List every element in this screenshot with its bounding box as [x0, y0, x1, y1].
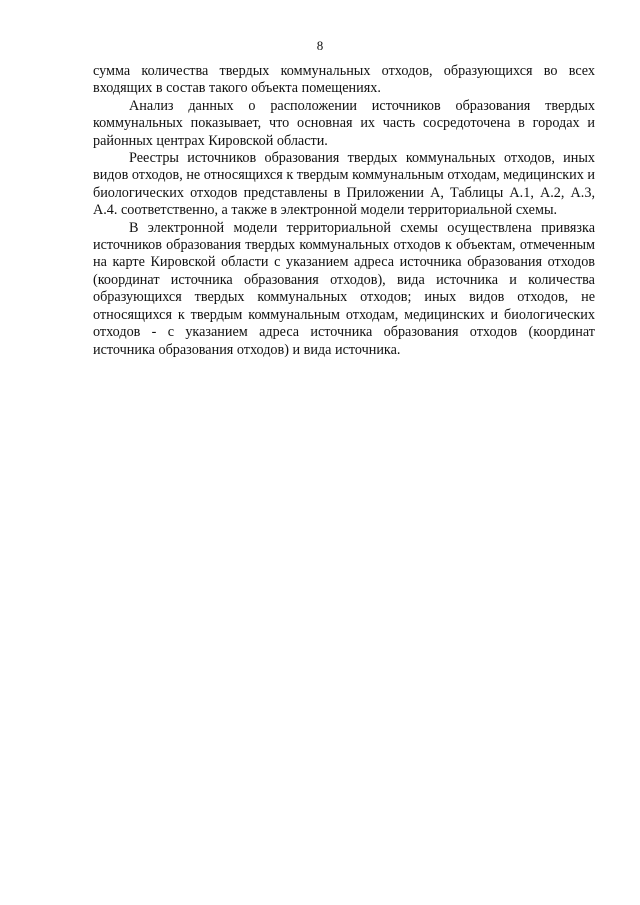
body-text [93, 63, 595, 359]
paragraph-electronic-model: В электронной модели территориальной схемы осуществлена привязка источников образования твердых коммунальных отходов к объектам, отмеченным на карте Кировской области с указанием адреса источника образования отходов (координат источника образования отходов), вида источника и количества образующихся твердых коммунальных отходов; иных видов отходов, не относящихся к твердым коммунальным отходам, медицинских и биологических отходов - с указанием адреса источника образования отходов (координат источника образования отходов) и вида источника. [93, 219, 595, 358]
paragraph-analysis: Анализ данных о расположении источников образования твердых коммунальных показывает, что основная их часть сосредоточена в городах и районных центрах Кировской области. [93, 97, 595, 149]
paragraph-registers: Реестры источников образования твердых коммунальных отходов, иных видов отходов, не относящихся к твердым коммунальным отходам, медицинских и биологических отходов представлены в Приложении А, Таблицы А.1, А.2, А.3, А.4. соответственно, а также в электронной модели территориальной схемы. [93, 150, 595, 219]
paragraph-continuation: сумма количества твердых коммунальных отходов, образующихся во всех входящих в состав такого объекта помещениях. [93, 63, 595, 97]
page-number: 8 [316, 38, 324, 53]
